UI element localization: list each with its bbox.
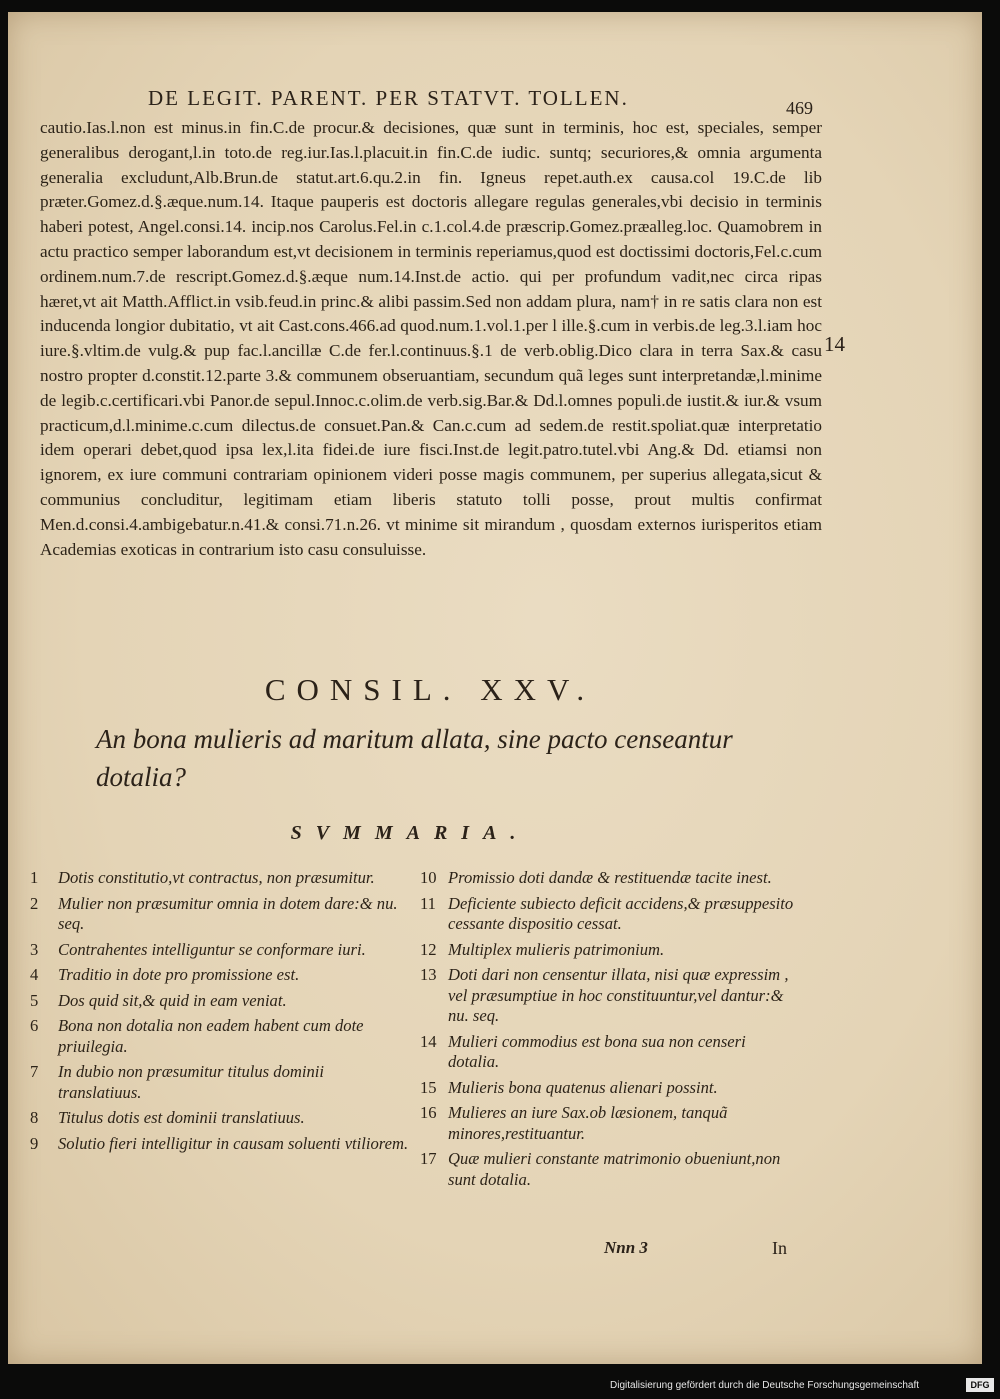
summary-entry (30, 940, 410, 961)
entry-text: Traditio in dote pro promissione est. (58, 965, 300, 984)
body-text (40, 116, 822, 562)
summary-entry (420, 1149, 800, 1190)
summary-entry (30, 868, 410, 889)
margin-note-number: 14 (824, 332, 845, 356)
entry-number: 14 (420, 1031, 437, 1051)
entry-text: Mulieri commodius est bona sua non censeri dotalia. (448, 1031, 746, 1071)
entry-number: 16 (420, 1103, 437, 1122)
entry-number: 9 (30, 1133, 39, 1153)
catchword: In (772, 1238, 787, 1258)
entry-number: 12 (420, 939, 437, 959)
entry-text: Dotis constitutio,vt contractus, non præsumitur. (58, 868, 375, 887)
summary-entry (420, 965, 800, 1027)
running-head: DE LEGIT. PARENT. PER STATVT. TOLLEN. (148, 86, 629, 110)
summary-entry (420, 894, 800, 935)
body-paragraph: cautio.Ias.l.non est minus.in fin.C.de procur.& decisiones, quæ sunt in terminis, hoc est, speciales, semper generalibus derogant,l.in toto.de reg.iur.Ias.l.placuit.in fin.C.de iudic. suntq; securiores,& omnia argumenta generalia excludunt,Alb.Brun.de statut.art.6.qu.2.in fin. Igneus repet.auth.ex causa.col 19.C.de lib præter.Gomez.d.§.æque.num.14. Itaque pauperis est doctoris allegare regulas generales,vbi decisio in terminis haberi potest, Angel.consi.14. incip.nos Carolus.Fel.in c.1.col.4.de præscrip.Gomez.præalleg.loc. Quamobrem in actu practico semper laborandum est,vt decisionem in terminis reperiamus,quod est doctissimi doctoris,Fel.c.cum ordinem.num.7.de rescript.Gomez.d.§.æque num.14.Inst.de actio. qui per profundum vadit,nec circa ripas hæret,vt ait Matth.Afflict.in vsib.feud.in princ.& alibi passim.Sed non addam plura, nam† in re satis clara non est inducenda longior dubitatio, vt ait Cast.cons.466.ad quod.num.1.vol.1.per l ille.§.cum in verbis.de leg.3.l.iam hoc iure.§.vltim.de vulg.& pup fac.l.ancillæ C.de fer.l.continuus.§.1 de verb.oblig.Dico clara in terra Sax.& casu nostro propter d.constit.12.parte 3.& communem obseruantiam, secundum quã leges sunt interpretandæ,l.minime de legib.c.certificari.vbi Panor.de sepul.Innoc.c.olim.de verb.sig.Bar.& Dd.l.omnes populi.de iustit.& iur.& vsum practicum,d.l.minime.c.cum dilectus.de consuet.Pan.& Can.c.cum ad sedem.de restit.spoliat.quæ interpretatio idem operari debet,quod ipsa lex,l.ita fidei.de iure fisci.Inst.de legit.patro.tutel.vbi Ang.& Dd. etiamsi non ignorem, ex iure communi contrariam opinionem videri posse magis communem, per superius allegata,sicut & communius concluditur, legitimam etiam liberis statuto tolli posse, prout multis confirmat Men.d.consi.4.ambigebatur.n.41.& consi.71.n.26. vt minime sit mirandum , quosdam externos iurisperitos etiam Academias exoticas in contrarium isto casu consuluisse. (40, 118, 822, 559)
entry-number: 3 (30, 939, 39, 959)
summaria-heading: SVMMARIA. (290, 822, 530, 844)
digitization-credit: Digitalisierung gefördert durch die Deutsche Forschungsgemeinschaft (610, 1380, 920, 1391)
entry-number: 5 (30, 990, 39, 1010)
entry-number: 2 (30, 893, 39, 913)
entry-text: Doti dari non censentur illata, nisi quæ expressim , vel præsumptiue in hoc constituuntur,vel dantur:& nu. seq. (448, 965, 789, 1025)
summary-entry (30, 1016, 410, 1057)
summary-entry (30, 965, 410, 986)
entry-text: Mulieris bona quatenus alienari possint. (448, 1077, 718, 1097)
summaria-column-left (30, 868, 410, 1159)
entry-text: Promissio doti dandæ & restituendæ tacite inest. (448, 868, 772, 887)
summaria-column-right (420, 868, 800, 1195)
summary-entry (30, 991, 410, 1012)
summary-entry (30, 1108, 410, 1129)
entry-text: Deficiente subiecto deficit accidens,& præsuppesito cessante dispositio cessat. (448, 893, 794, 933)
summary-entry (30, 894, 410, 935)
entry-number: 7 (30, 1062, 39, 1081)
entry-text: Dos quid sit,& quid in eam veniat. (58, 990, 287, 1010)
entry-text: Multiplex mulieris patrimonium. (448, 939, 665, 959)
summary-entry (420, 1103, 800, 1144)
signature-mark: Nnn 3 (604, 1238, 648, 1257)
entry-number: 1 (30, 868, 39, 887)
summary-entry (30, 1134, 410, 1155)
entry-text: Mulieres an iure Sax.ob læsionem, tanquã minores,restituantur. (448, 1103, 728, 1143)
entry-number: 11 (420, 893, 436, 913)
entry-text: Bona non dotalia non eadem habent cum dote priuilegia. (58, 1016, 364, 1056)
entry-text: Mulier non præsumitur omnia in dotem dare:& nu. seq. (58, 893, 398, 933)
entry-number: 13 (420, 965, 437, 984)
summary-entry (420, 940, 800, 961)
page-number: 469 (786, 98, 813, 118)
summary-entry (420, 1032, 800, 1073)
entry-number: 15 (420, 1077, 437, 1097)
entry-number: 4 (30, 965, 39, 984)
entry-number: 17 (420, 1149, 437, 1168)
summary-entry (30, 1062, 410, 1103)
entry-text: Solutio fieri intelligitur in causam soluenti vtiliorem. (58, 1133, 409, 1153)
summary-entry (420, 868, 800, 889)
consilium-question: An bona mulieris ad maritum allata, sine pacto censeantur dotalia? (96, 724, 733, 792)
entry-text: Quæ mulieri constante matrimonio obueniunt,non sunt dotalia. (448, 1149, 781, 1189)
summary-entry (420, 1078, 800, 1099)
entry-text: In dubio non præsumitur titulus dominii translatiuus. (58, 1062, 324, 1102)
entry-number: 8 (30, 1108, 39, 1127)
consilium-title: CONSIL. XXV. (264, 672, 596, 707)
dfg-logo: DFG (966, 1378, 994, 1392)
entry-number: 10 (420, 868, 437, 887)
entry-text: Contrahentes intelliguntur se conformare iuri. (58, 939, 366, 959)
entry-number: 6 (30, 1016, 39, 1035)
entry-text: Titulus dotis est dominii translatiuus. (58, 1108, 305, 1127)
